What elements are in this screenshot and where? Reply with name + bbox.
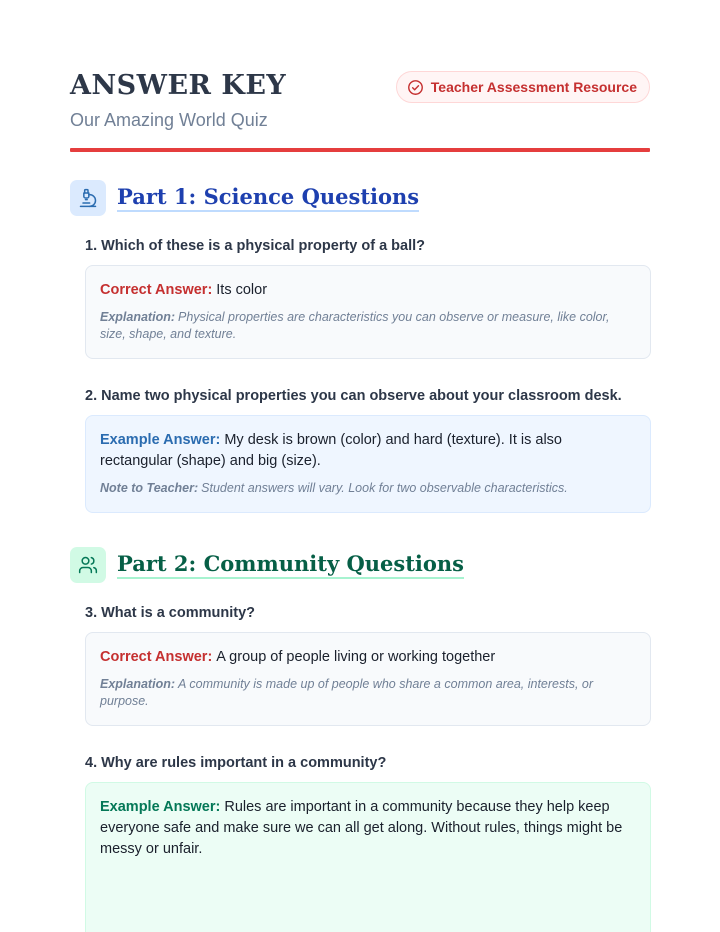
answer-note [100,480,636,497]
page-subtitle: Our Amazing World Quiz [70,110,268,130]
check-circle-icon [407,79,424,96]
answer-card-3 [85,632,651,726]
teacher-resource-badge [396,71,650,103]
section-community-heading [70,547,464,583]
users-icon [78,555,98,575]
answer-text [100,797,636,860]
note-label: Explanation: [100,677,176,691]
answer-value: Rules are important in a community because they help keep everyone safe and make sure we can all get along. Without rules, things might be messy or unfair. [100,799,623,857]
answer-label: Correct Answer: [100,282,213,298]
answer-label: Example Answer: [100,432,221,448]
answer-card-4 [85,782,651,932]
answer-card-2 [85,415,651,513]
answer-value: A group of people living or working together [216,649,496,665]
section-science-heading [70,180,419,216]
section-title: Part 2: Community Questions [117,551,464,579]
note-label: Explanation: [100,310,176,324]
answer-note [100,676,636,710]
question-1: 1. Which of these is a physical property of a ball? [85,238,426,254]
answer-label: Correct Answer: [100,649,213,665]
note-label: Note to Teacher: [100,481,199,495]
question-3: 3. What is a community? [85,605,255,621]
header-divider [70,148,650,152]
microscope-icon [78,188,98,208]
note-text: Student answers will vary. Look for two observable characteristics. [201,481,568,495]
answer-card-1 [85,265,651,359]
answer-value: My desk is brown (color) and hard (texture). It is also rectangular (shape) and big (size). [100,432,562,469]
answer-value: Its color [216,282,268,298]
section-icon-box [70,180,106,216]
page-header [70,66,650,156]
section-icon-box [70,547,106,583]
answer-label: Example Answer: [100,799,221,815]
answer-text [100,647,636,668]
answer-text [100,430,636,472]
question-4: 4. Why are rules important in a community? [85,755,387,771]
page-title: ANSWER KEY [70,70,287,101]
answer-note [100,309,636,343]
badge-label: Teacher Assessment Resource [430,79,637,95]
note-text: A community is made up of people who share a common area, interests, or purpose. [100,677,594,708]
note-text: Physical properties are characteristics you can observe or measure, like color, size, shape, and texture. [100,310,610,341]
section-title: Part 1: Science Questions [117,184,419,212]
question-2: 2. Name two physical properties you can observe about your classroom desk. [85,388,622,404]
answer-text [100,280,636,301]
